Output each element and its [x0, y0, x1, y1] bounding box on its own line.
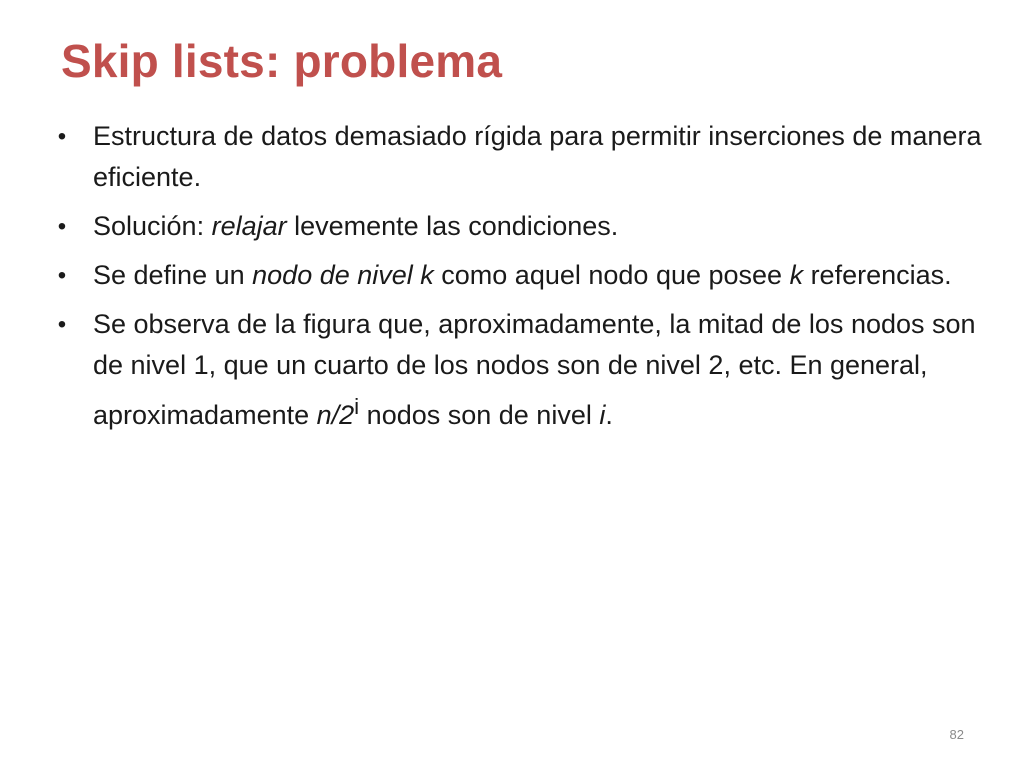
- bullet-text-part: Se define un: [93, 260, 253, 290]
- bullet-text-part: como aquel nodo que posee: [433, 260, 790, 290]
- bullet-item-2: [52, 206, 982, 247]
- slide-title: Skip lists: problema: [61, 35, 503, 87]
- bullet-item-1: [52, 116, 982, 198]
- bullet-emphasis: n/2: [316, 400, 355, 430]
- bullet-superscript: i: [354, 394, 360, 419]
- page-number: 82: [949, 727, 964, 742]
- bullet-emphasis: nodo de nivel k: [252, 260, 434, 290]
- bullet-text-part: Solución:: [93, 211, 212, 241]
- bullet-icon: •: [57, 311, 67, 338]
- bullet-text-part: Se observa de la figura que, aproximadamente, la mitad de los nodos son de nivel 1, que un cuarto de los nodos son de nivel 2, etc. En general, aproximadamente: [93, 309, 976, 430]
- bullet-emphasis: k: [789, 260, 804, 290]
- bullet-item-4: [52, 304, 982, 436]
- bullet-icon: •: [57, 213, 67, 240]
- bullet-list: [52, 116, 982, 444]
- bullet-text-part: levemente las condiciones.: [286, 211, 619, 241]
- bullet-emphasis: i: [599, 400, 606, 430]
- bullet-text-part: referencias.: [803, 260, 952, 290]
- bullet-text: Estructura de datos demasiado rígida para permitir inserciones de manera eficiente.: [93, 121, 982, 192]
- bullet-text-part: .: [605, 400, 613, 430]
- bullet-item-3: [52, 255, 982, 296]
- bullet-emphasis: relajar: [211, 211, 287, 241]
- bullet-icon: •: [57, 123, 67, 150]
- bullet-text-part: nodos son de nivel: [359, 400, 600, 430]
- bullet-icon: •: [57, 262, 67, 289]
